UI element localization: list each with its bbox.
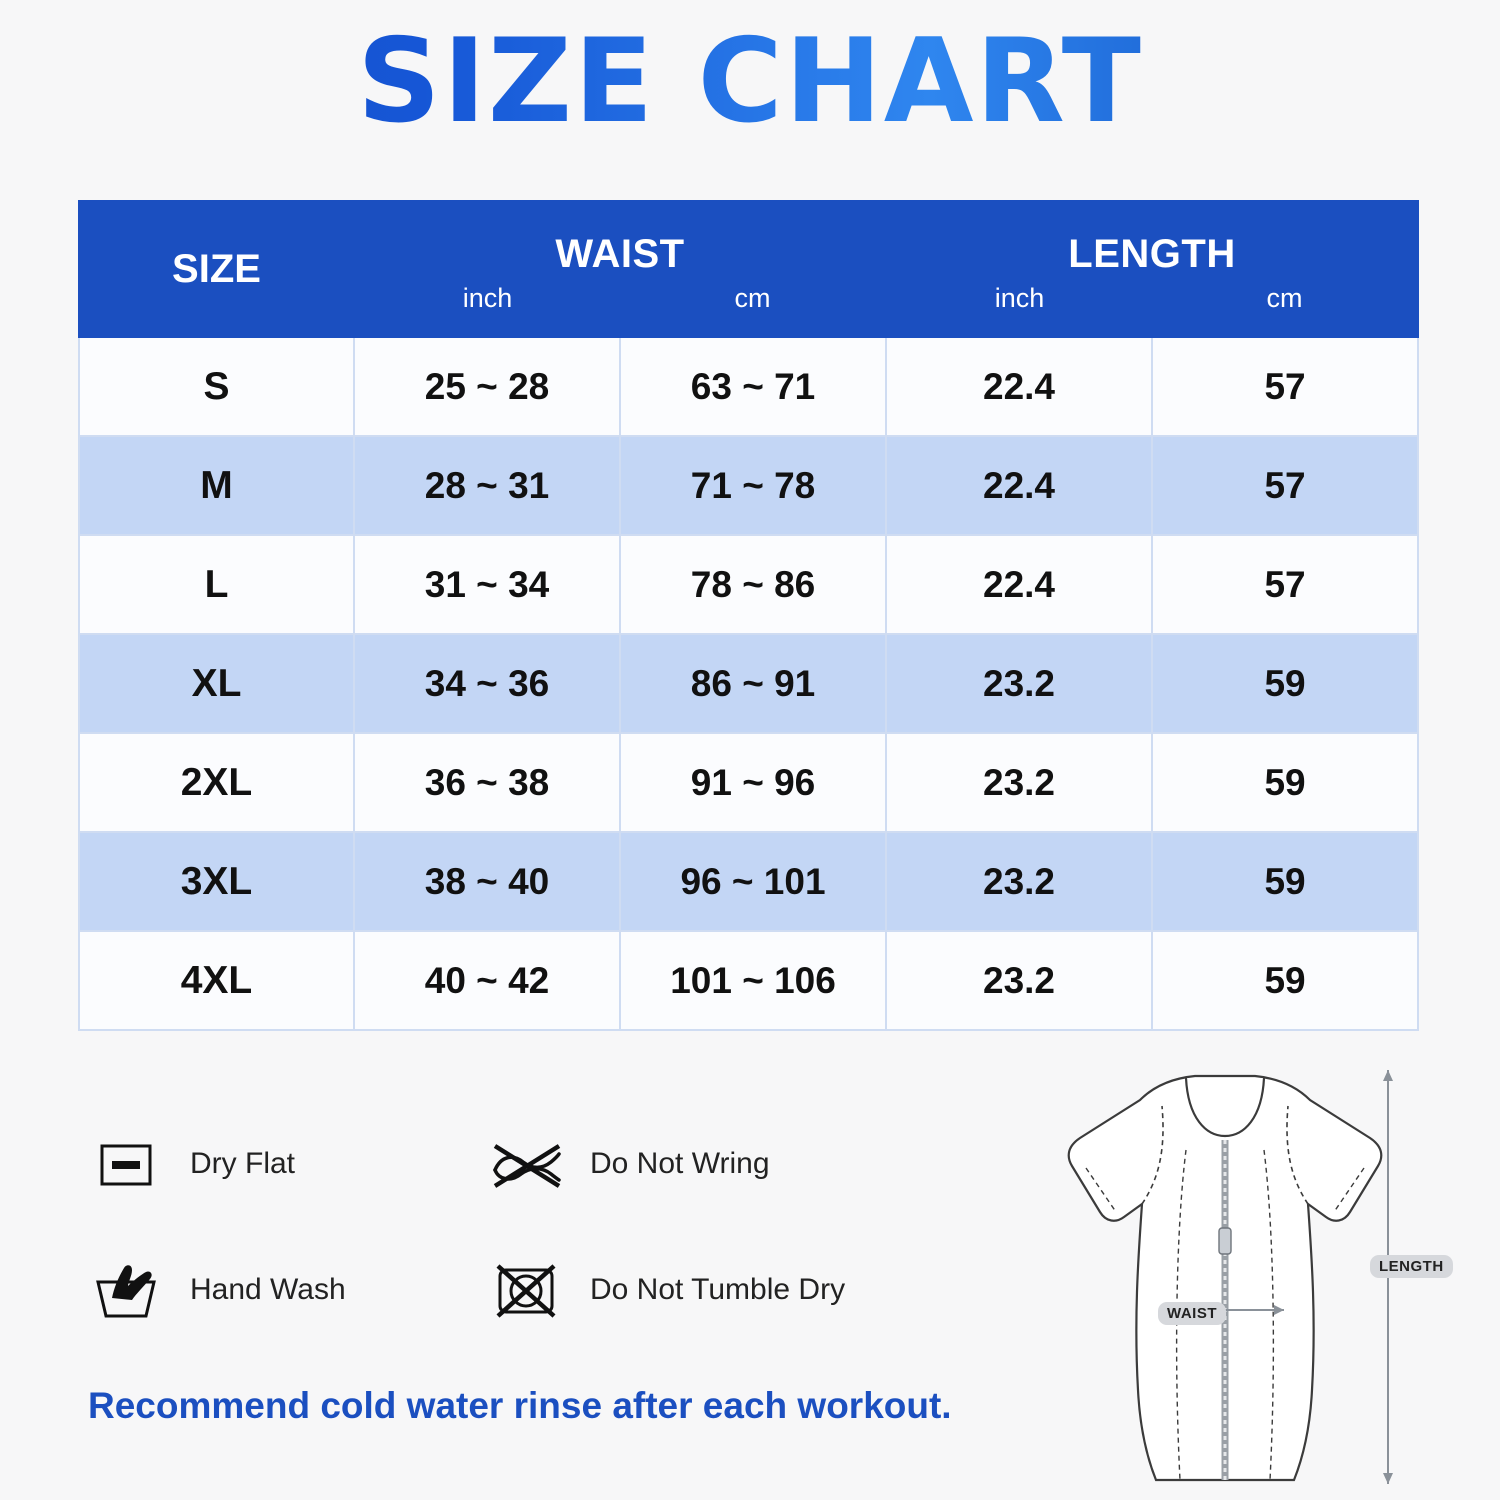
size-table-container	[78, 200, 1418, 1031]
care-label-do-not-tumble-dry: Do Not Tumble Dry	[590, 1273, 846, 1306]
column-header-length	[886, 201, 1418, 337]
waist-unit-cm: cm	[734, 283, 771, 313]
row-length-cm: 59	[1152, 931, 1418, 1030]
row-waist-inch: 31 ~ 34	[354, 535, 620, 634]
care-item-do-not-tumble-dry	[484, 1248, 884, 1332]
row-length-cm: 57	[1152, 337, 1418, 436]
length-units	[887, 277, 1417, 328]
row-waist-cm: 101 ~ 106	[620, 931, 886, 1030]
row-waist-inch: 25 ~ 28	[354, 337, 620, 436]
garment-diagram	[990, 1060, 1460, 1490]
row-length-inch: 23.2	[886, 931, 1152, 1030]
row-waist-cm: 71 ~ 78	[620, 436, 886, 535]
table-row	[79, 634, 1418, 733]
table-row	[79, 436, 1418, 535]
recommendation-text: Recommend cold water rinse after each workout.	[88, 1385, 952, 1426]
row-waist-inch: 36 ~ 38	[354, 733, 620, 832]
row-size: 2XL	[79, 733, 354, 832]
table-body	[79, 337, 1418, 1030]
care-label-hand-wash: Hand Wash	[190, 1273, 346, 1306]
care-item-do-not-wring	[484, 1122, 884, 1206]
row-waist-inch: 34 ~ 36	[354, 634, 620, 733]
row-waist-cm: 86 ~ 91	[620, 634, 886, 733]
page-title: SIZE CHART	[0, 18, 1500, 146]
length-unit-inch: inch	[994, 283, 1045, 313]
care-item-hand-wash	[84, 1248, 484, 1332]
waist-measure-tag: WAIST	[1158, 1302, 1226, 1325]
row-waist-cm: 96 ~ 101	[620, 832, 886, 931]
waist-title: WAIST	[555, 232, 685, 276]
row-waist-cm: 91 ~ 96	[620, 733, 886, 832]
care-row-2	[84, 1248, 984, 1332]
care-instructions	[84, 1122, 984, 1374]
do-not-wring-icon	[484, 1122, 568, 1206]
row-waist-inch: 38 ~ 40	[354, 832, 620, 931]
row-size: XL	[79, 634, 354, 733]
table-row	[79, 535, 1418, 634]
dry-flat-icon	[84, 1122, 168, 1206]
row-length-inch: 22.4	[886, 535, 1152, 634]
size-table	[78, 200, 1419, 1031]
table-row	[79, 832, 1418, 931]
row-length-inch: 22.4	[886, 436, 1152, 535]
row-size: S	[79, 337, 354, 436]
row-length-cm: 57	[1152, 535, 1418, 634]
row-size: M	[79, 436, 354, 535]
table-row	[79, 931, 1418, 1030]
row-size: 4XL	[79, 931, 354, 1030]
length-measure-tag: LENGTH	[1370, 1255, 1453, 1278]
row-waist-inch: 40 ~ 42	[354, 931, 620, 1030]
row-length-inch: 23.2	[886, 733, 1152, 832]
table-header	[79, 201, 1418, 337]
care-label-do-not-wring: Do Not Wring	[590, 1147, 770, 1180]
do-not-tumble-dry-icon	[484, 1248, 568, 1332]
hand-wash-icon	[84, 1248, 168, 1332]
column-header-size: SIZE	[79, 201, 354, 337]
row-waist-inch: 28 ~ 31	[354, 436, 620, 535]
row-length-inch: 23.2	[886, 832, 1152, 931]
length-unit-cm: cm	[1266, 283, 1303, 313]
row-length-cm: 59	[1152, 634, 1418, 733]
row-length-cm: 57	[1152, 436, 1418, 535]
length-title: LENGTH	[1068, 232, 1236, 276]
waist-unit-inch: inch	[462, 283, 513, 313]
row-length-cm: 59	[1152, 832, 1418, 931]
care-item-dry-flat	[84, 1122, 484, 1206]
column-header-waist	[354, 201, 886, 337]
row-length-inch: 22.4	[886, 337, 1152, 436]
table-row	[79, 733, 1418, 832]
care-row-1	[84, 1122, 984, 1206]
row-size: 3XL	[79, 832, 354, 931]
row-length-cm: 59	[1152, 733, 1418, 832]
row-waist-cm: 63 ~ 71	[620, 337, 886, 436]
care-label-dry-flat: Dry Flat	[190, 1147, 295, 1180]
row-waist-cm: 78 ~ 86	[620, 535, 886, 634]
row-size: L	[79, 535, 354, 634]
row-length-inch: 23.2	[886, 634, 1152, 733]
table-row	[79, 337, 1418, 436]
waist-units	[355, 277, 885, 328]
